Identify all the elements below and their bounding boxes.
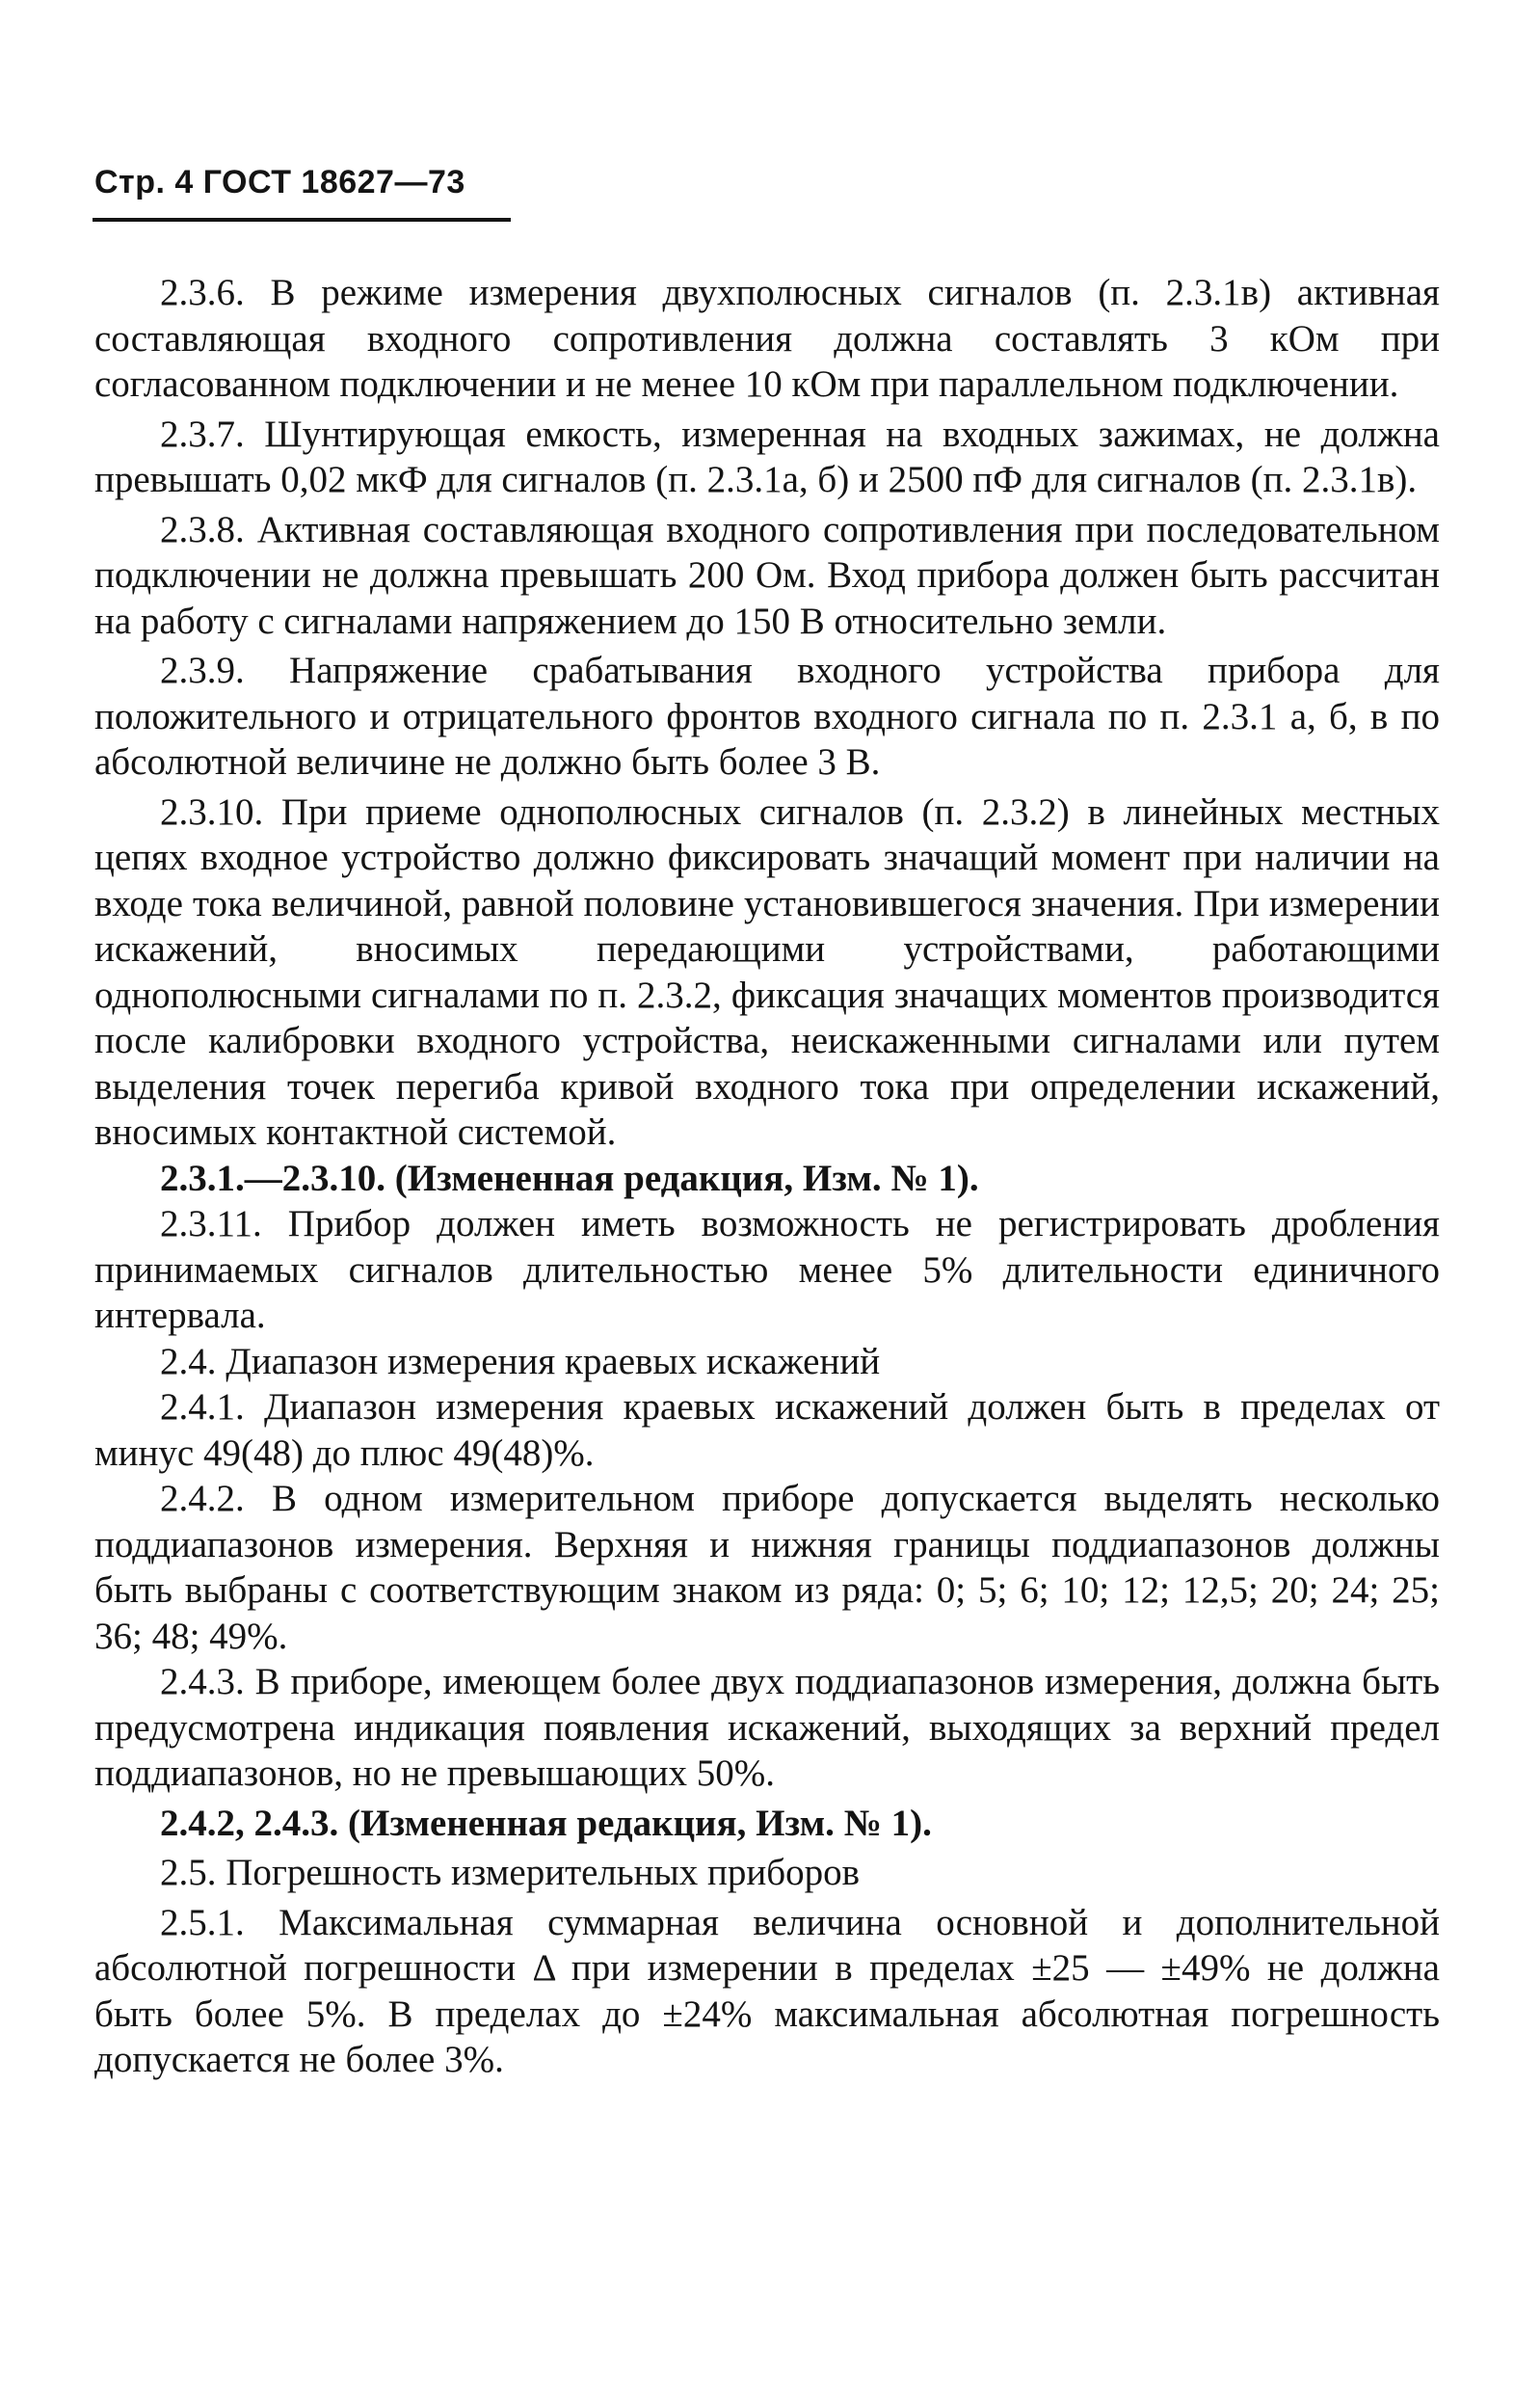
paragraph-2-5-1: 2.5.1. Максимальная суммарная величина основной и дополнительной абсолютной погрешности Δ при измерении в пределах ±25 — ±49% не должна быть более 5%. В пределах до ±24% максимальная абсолютная погрешность допускается не более 3%. bbox=[94, 1901, 1440, 2080]
section-2-4-title: 2.4. Диапазон измерения краевых искажений bbox=[160, 1340, 881, 1382]
paragraph-2-3-6: 2.3.6. В режиме измерения двухполюсных сигналов (п. 2.3.1в) активная составляющая входного сопротивления должна составлять 3 кОм при согласованном подключении и не менее 10 кОм при параллельном подключении. bbox=[94, 272, 1440, 405]
page-header: Стр. 4 ГОСТ 18627—73 bbox=[94, 164, 465, 201]
paragraph-2-3-9: 2.3.9. Напряжение срабатывания входного устройства прибора для положительного и отрицательного фронтов входного сигнала по п. 2.3.1 а, б, в по абсолютной величине не должно быть более 3 В. bbox=[94, 650, 1440, 783]
paragraph-2-4-2: 2.4.2. В одном измерительном приборе допускается выделять несколько поддиапазонов измерения. Верхняя и нижняя границы поддиапазонов должны быть выбраны с соответствующим знаком из ряда: 0; 5; 6; 10; 12; 12,5; 20; 24; 25; 36; 48; 49%. bbox=[94, 1478, 1440, 1657]
paragraph-2-3-10: 2.3.10. При приеме однополюсных сигналов (п. 2.3.2) в линейных местных цепях входное устройство должно фиксировать значащий момент при наличии на входе тока величиной, равной половине установившегося значения. При измерении искажений, вносимых передающими устройствами, работающими однополюсными сигналами по п. 2.3.2, фиксация значащих моментов производится после калибровки входного устройства, неискаженными сигналами или путем выделения точек перегиба кривой входного тока при определении искажений, вносимых контактной системой. bbox=[94, 790, 1440, 1153]
paragraph-2-3-7: 2.3.7. Шунтирующая емкость, измеренная на входных зажимах, не должна превышать 0,02 мкФ для сигналов (п. 2.3.1а, б) и 2500 пФ для сигналов (п. 2.3.1в). bbox=[94, 413, 1440, 500]
amendment-note-2: 2.4.2, 2.4.3. (Измененная редакция, Изм. № 1). bbox=[160, 1802, 932, 1844]
header-rule bbox=[93, 218, 511, 222]
paragraph-2-3-8: 2.3.8. Активная составляющая входного сопротивления при последовательном подключении не должна превышать 200 Ом. Вход прибора должен быть рассчитан на работу с сигналами напряжением до 150 В относительно земли. bbox=[94, 508, 1440, 642]
amendment-note-1: 2.3.1.—2.3.10. (Измененная редакция, Изм. № 1). bbox=[160, 1157, 979, 1199]
paragraph-2-4-3: 2.4.3. В приборе, имеющем более двух поддиапазонов измерения, должна быть предусмотрена индикация появления искажений, выходящих за верхний предел поддиапазонов, но не превышающих 50%. bbox=[94, 1661, 1440, 1794]
paragraph-2-4-1: 2.4.1. Диапазон измерения краевых искажений должен быть в пределах от минус 49(48) до плюс 49(48)%. bbox=[94, 1386, 1440, 1474]
section-2-5-title: 2.5. Погрешность измерительных приборов bbox=[160, 1852, 860, 1893]
document-body bbox=[94, 270, 1440, 2083]
paragraph-2-3-11: 2.3.11. Прибор должен иметь возможность не регистрировать дробления принимаемых сигналов длительностью менее 5% длительности единичного интервала. bbox=[94, 1203, 1440, 1336]
